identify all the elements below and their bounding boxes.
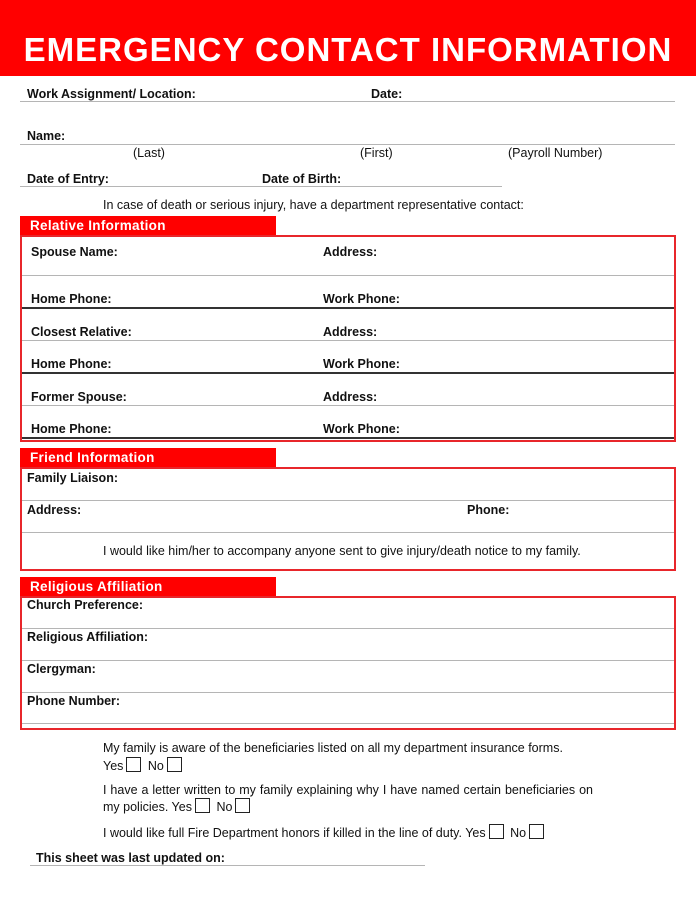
no-label: No — [147, 759, 164, 773]
church-preference-line[interactable] — [22, 628, 674, 629]
former-spouse-address-label: Address: — [323, 390, 378, 404]
former-phone-line[interactable] — [22, 437, 674, 439]
religious-heading: Religious Affiliation — [20, 577, 276, 597]
spouse-phone-line[interactable] — [22, 307, 674, 309]
name-line[interactable] — [20, 144, 675, 145]
former-work-phone-label: Work Phone: — [323, 422, 400, 436]
work-assignment-label: Work Assignment/ Location: — [27, 87, 196, 101]
relative-home-phone-label: Home Phone: — [31, 357, 112, 371]
accompany-text: I would like him/her to accompany anyone sent to give injury/death notice to my family. — [103, 544, 581, 558]
former-spouse-line[interactable] — [22, 405, 674, 406]
question-beneficiaries: My family is aware of the beneficiaries listed on all my department insurance forms. — [103, 741, 563, 755]
friend-address-line[interactable] — [22, 532, 674, 533]
yes-label: Yes — [465, 826, 486, 840]
spouse-home-phone-label: Home Phone: — [31, 292, 112, 306]
religious-affiliation-line[interactable] — [22, 660, 674, 661]
phone-number-line[interactable] — [22, 723, 674, 724]
yes-label: Yes — [171, 800, 192, 814]
last-name-caption: (Last) — [133, 146, 165, 160]
question-beneficiaries-options — [103, 757, 185, 774]
question-honors-text: I would like full Fire Department honors if killed in the line of duty. — [103, 826, 462, 840]
last-updated-line[interactable] — [30, 865, 425, 866]
no-label: No — [510, 826, 527, 840]
friend-phone-label: Phone: — [467, 503, 510, 517]
q1-no-checkbox[interactable] — [167, 757, 182, 772]
q1-yes-checkbox[interactable] — [126, 757, 141, 772]
closest-relative-line[interactable] — [22, 340, 674, 341]
friend-address-label: Address: — [27, 503, 82, 517]
no-label: No — [216, 800, 233, 814]
spouse-address-label: Address: — [323, 245, 378, 259]
payroll-caption: (Payroll Number) — [508, 146, 603, 160]
phone-number-label: Phone Number: — [27, 694, 121, 708]
q3-yes-checkbox[interactable] — [489, 824, 504, 839]
question-letter — [103, 783, 593, 815]
former-spouse-label: Former Spouse: — [31, 390, 127, 404]
friend-info-heading: Friend Information — [20, 448, 276, 468]
relative-work-phone-label: Work Phone: — [323, 357, 400, 371]
name-label: Name: — [27, 129, 66, 143]
date-of-birth-label: Date of Birth: — [262, 172, 342, 186]
closest-relative-label: Closest Relative: — [31, 325, 132, 339]
last-updated-label: This sheet was last updated on: — [36, 851, 225, 865]
page-title: EMERGENCY CONTACT INFORMATION — [23, 31, 673, 68]
work-assignment-line[interactable] — [20, 101, 675, 102]
date-entry-birth-line[interactable] — [20, 186, 502, 187]
yes-label: Yes — [103, 759, 124, 773]
q3-no-checkbox[interactable] — [529, 824, 544, 839]
relative-info-heading: Relative Information — [20, 216, 276, 236]
q2-yes-checkbox[interactable] — [195, 798, 210, 813]
family-liaison-label: Family Liaison: — [27, 471, 118, 485]
religious-box — [20, 596, 676, 730]
family-liaison-line[interactable] — [22, 500, 674, 501]
instruction-text: In case of death or serious injury, have a department representative contact: — [103, 198, 524, 212]
spouse-name-label: Spouse Name: — [31, 245, 118, 259]
spouse-line[interactable] — [22, 275, 674, 276]
question-honors — [103, 824, 547, 841]
q2-no-checkbox[interactable] — [235, 798, 250, 813]
spouse-work-phone-label: Work Phone: — [323, 292, 400, 306]
former-home-phone-label: Home Phone: — [31, 422, 112, 436]
clergyman-line[interactable] — [22, 692, 674, 693]
date-label: Date: — [371, 87, 403, 101]
church-preference-label: Church Preference: — [27, 598, 144, 612]
date-of-entry-label: Date of Entry: — [27, 172, 109, 186]
relative-phone-line[interactable] — [22, 372, 674, 374]
first-name-caption: (First) — [360, 146, 393, 160]
closest-relative-address-label: Address: — [323, 325, 378, 339]
religious-affiliation-label: Religious Affiliation: — [27, 630, 149, 644]
question-letter-text: I have a letter written to my family explaining why I have named certain beneficiaries on my policies. — [103, 783, 593, 814]
clergyman-label: Clergyman: — [27, 662, 96, 676]
